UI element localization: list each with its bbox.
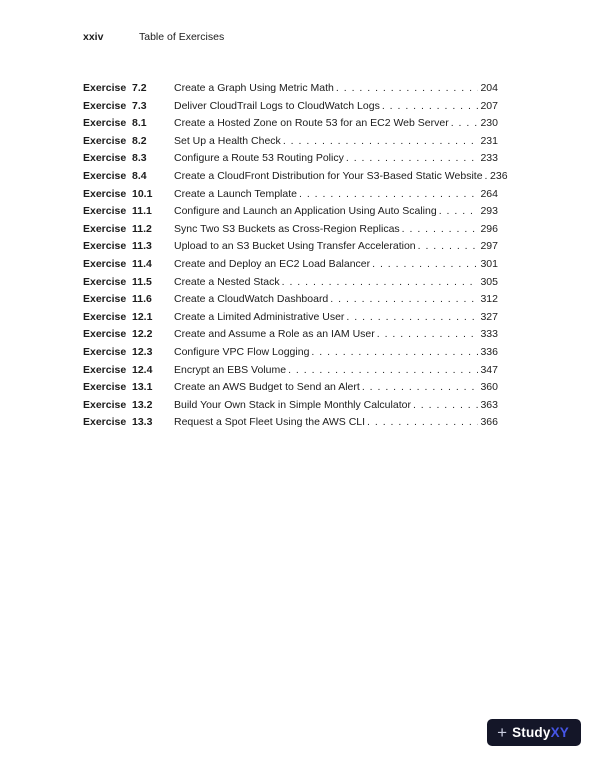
dot-leader (370, 256, 478, 274)
page-number: 204 (480, 82, 498, 94)
exercise-number: 13.3 (132, 416, 153, 429)
exercise-title: Create a Graph Using Metric Math (174, 82, 334, 94)
table-row (83, 168, 508, 186)
exercise-title: Upload to an S3 Bucket Using Transfer Acceleration (174, 240, 416, 253)
exercise-number: 12.3 (132, 345, 153, 358)
exercise-title: Create and Assume a Role as an IAM User (174, 328, 375, 341)
exercise-number: 12.2 (132, 328, 153, 341)
page-number: 264 (480, 187, 498, 200)
dot-leader (380, 98, 478, 116)
exercise-label: Exercise (83, 363, 127, 376)
brand-badge (487, 719, 581, 746)
table-row (83, 291, 498, 309)
table-row (83, 326, 498, 344)
page-number: 293 (480, 205, 498, 218)
exercise-label: Exercise (83, 205, 127, 218)
page-number: 347 (480, 363, 498, 376)
dot-leader (328, 291, 478, 309)
exercise-number: 11.3 (132, 240, 152, 253)
table-row (83, 150, 498, 168)
dot-leader (416, 238, 478, 256)
exercise-number: 7.3 (132, 99, 147, 112)
table-row (83, 133, 498, 151)
page-number: 236 (490, 169, 508, 182)
exercise-number: 11.1 (132, 205, 152, 218)
page-number: 363 (480, 398, 498, 411)
table-row (83, 186, 498, 204)
exercise-list (83, 80, 508, 432)
dot-leader (449, 115, 478, 133)
exercise-title: Create a Hosted Zone on Route 53 for an EC2 Web Server (174, 117, 449, 130)
exercise-title: Configure VPC Flow Logging (174, 345, 310, 358)
page-number: 297 (480, 240, 498, 253)
page-number: 333 (480, 328, 498, 341)
exercise-title: Create and Deploy an EC2 Load Balancer (174, 257, 371, 270)
exercise-label: Exercise (83, 240, 127, 253)
table-row (83, 379, 498, 397)
exercise-label: Exercise (83, 134, 127, 147)
page-number: 366 (480, 416, 498, 429)
exercise-label: Exercise (83, 293, 127, 306)
exercise-label: Exercise (83, 398, 127, 411)
exercise-title: Deliver CloudTrail Logs to CloudWatch Logs (174, 99, 380, 112)
exercise-number: 8.1 (132, 117, 147, 130)
exercise-number: 11.2 (132, 222, 152, 235)
dot-leader (365, 414, 478, 432)
dot-leader (309, 344, 478, 362)
dot-leader (344, 309, 478, 327)
page-number: 327 (480, 310, 498, 323)
exercise-title: Create a CloudFront Distribution for Your S3-Based Static Website (174, 169, 483, 182)
exercise-title: Request a Spot Fleet Using the AWS CLI (174, 416, 366, 429)
table-row (83, 414, 498, 432)
dot-leader (411, 397, 478, 415)
exercise-number: 8.3 (132, 152, 147, 165)
page-number: 231 (480, 134, 498, 147)
exercise-title: Configure a Route 53 Routing Policy (174, 152, 344, 165)
exercise-label: Exercise (83, 152, 127, 165)
exercise-number: 7.2 (132, 82, 147, 94)
exercise-label: Exercise (83, 169, 127, 182)
exercise-title: Build Your Own Stack in Simple Monthly Calculator (174, 398, 411, 411)
plus-icon: + (497, 723, 508, 742)
table-row (83, 80, 498, 98)
exercise-number: 11.5 (132, 275, 152, 288)
exercise-label: Exercise (83, 222, 127, 235)
exercise-number: 13.2 (132, 398, 153, 411)
dot-leader (360, 379, 478, 397)
exercise-title: Create a Nested Stack (174, 275, 280, 288)
exercise-label: Exercise (83, 345, 127, 358)
exercise-number: 10.1 (132, 187, 153, 200)
page-title: Table of Exercises (139, 31, 225, 43)
exercise-label: Exercise (83, 257, 127, 270)
exercise-title: Create an AWS Budget to Send an Alert (174, 381, 360, 394)
brand-study: Study (512, 724, 551, 740)
exercise-label: Exercise (83, 310, 127, 323)
exercise-number: 13.1 (132, 381, 153, 394)
exercise-title: Create a Limited Administrative User (174, 310, 345, 323)
running-head (83, 32, 224, 43)
brand-name (512, 726, 569, 740)
exercise-title: Configure and Launch an Application Using Auto Scaling (174, 205, 437, 218)
exercise-label: Exercise (83, 187, 127, 200)
exercise-title: Sync Two S3 Buckets as Cross-Region Replicas (174, 222, 400, 235)
page-number: 305 (480, 275, 498, 288)
page-number: 336 (480, 345, 498, 358)
dot-leader (437, 203, 478, 221)
page-number: 301 (480, 257, 498, 270)
exercise-label: Exercise (83, 328, 127, 341)
dot-leader (375, 326, 478, 344)
page-number: 233 (480, 152, 498, 165)
table-row (83, 344, 498, 362)
table-row (83, 362, 498, 380)
table-row (83, 397, 498, 415)
exercise-title: Create a CloudWatch Dashboard (174, 293, 329, 306)
exercise-number: 11.4 (132, 257, 152, 270)
exercise-label: Exercise (83, 117, 127, 130)
table-row (83, 274, 498, 292)
page-number: 230 (480, 117, 498, 130)
exercise-title: Encrypt an EBS Volume (174, 363, 287, 376)
page-number: 360 (480, 381, 498, 394)
exercise-number: 8.2 (132, 134, 147, 147)
table-row (83, 203, 498, 221)
dot-leader (286, 362, 478, 380)
page-number: 296 (480, 222, 498, 235)
exercise-label: Exercise (83, 381, 127, 394)
exercise-number: 11.6 (132, 293, 152, 306)
dot-leader (334, 80, 478, 98)
exercise-title: Set Up a Health Check (174, 134, 281, 147)
page-number: 312 (480, 293, 498, 306)
table-row (83, 238, 498, 256)
exercise-label: Exercise (83, 275, 127, 288)
exercise-number: 12.1 (132, 310, 153, 323)
exercise-label: Exercise (83, 416, 127, 429)
table-row (83, 221, 498, 239)
dot-leader (400, 221, 478, 239)
page-folio: xxiv (83, 31, 104, 43)
dot-leader (281, 133, 478, 151)
exercise-title: Create a Launch Template (174, 187, 297, 200)
table-row (83, 309, 498, 327)
dot-leader (344, 150, 478, 168)
dot-leader (297, 186, 478, 204)
table-row (83, 256, 498, 274)
table-row (83, 98, 498, 116)
brand-xy: XY (550, 724, 569, 740)
exercise-label: Exercise (83, 82, 127, 94)
table-row (83, 115, 498, 133)
exercise-number: 8.4 (132, 169, 147, 182)
exercise-number: 12.4 (132, 363, 153, 376)
page-number: 207 (480, 99, 498, 112)
exercise-label: Exercise (83, 99, 127, 112)
dot-leader (280, 274, 478, 292)
